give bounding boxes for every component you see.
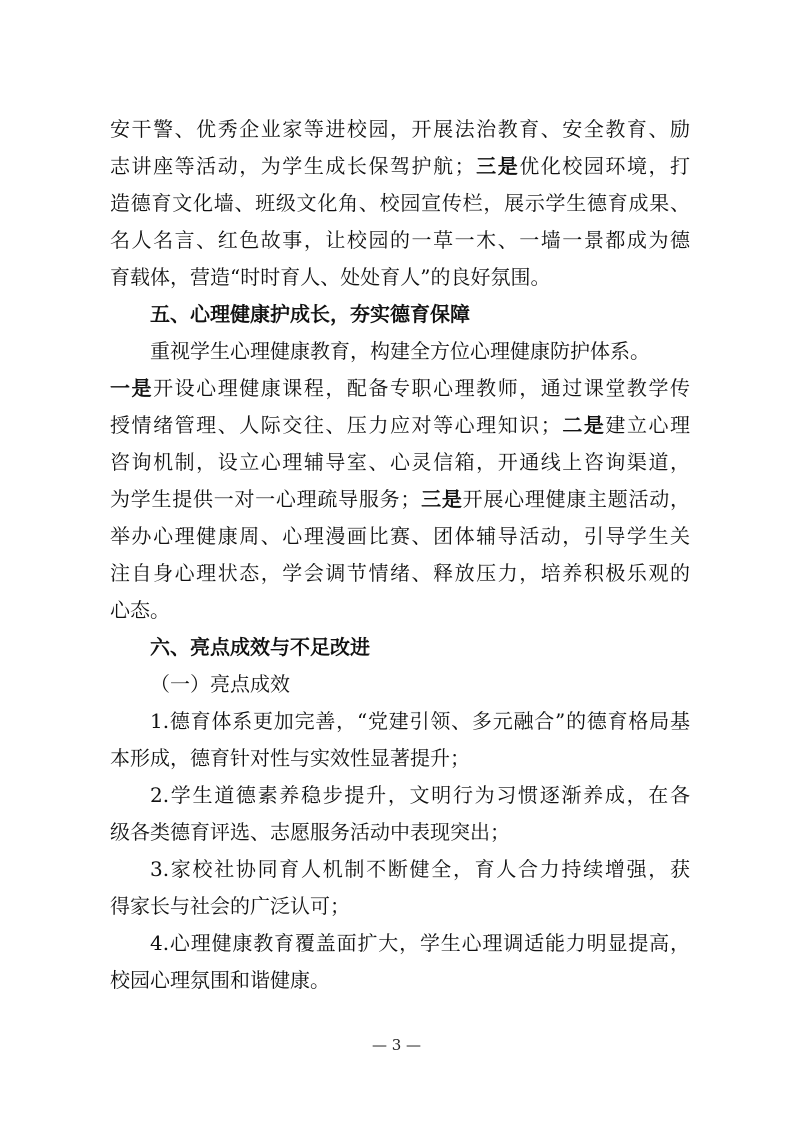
text-run: 建立心理 bbox=[605, 413, 691, 437]
list-item-line bbox=[110, 740, 690, 777]
text-run: 优化校园环境，打 bbox=[519, 154, 691, 178]
text-run: 为学生提供一对一心理疏导服务； bbox=[110, 487, 421, 511]
text-run: 心态。 bbox=[110, 598, 170, 622]
text-run: 授情绪管理、人际交往、压力应对等心理知识； bbox=[110, 413, 561, 437]
text-run: 级各类德育评选、志愿服务活动中表现突出； bbox=[110, 820, 510, 844]
text-run: 开展心理健康主题活动， bbox=[462, 487, 691, 511]
section-heading: 五、心理健康护成长，夯实德育保障 bbox=[150, 302, 470, 326]
paragraph-line bbox=[110, 407, 690, 444]
list-item-line bbox=[110, 925, 690, 962]
list-item-line bbox=[110, 962, 690, 999]
section-heading: 六、亮点成效与不足改进 bbox=[150, 635, 370, 659]
text-run: 2.学生道德素养稳步提升，文明行为习惯逐渐养成，在各 bbox=[150, 783, 690, 807]
list-item-line bbox=[110, 851, 690, 888]
text-run: 育载体，营造“时时育人、处处育人”的良好氛围。 bbox=[110, 265, 551, 289]
paragraph-line bbox=[110, 259, 690, 296]
text-run: 志讲座等活动，为学生成长保驾护航； bbox=[110, 154, 475, 178]
text-run: 重视学生心理健康教育，构建全方位心理健康防护体系。 bbox=[150, 339, 650, 363]
text-run: 咨询机制，设立心理辅导室、心灵信箱，开通线上咨询渠道， bbox=[110, 450, 690, 474]
text-run: 校园心理氛围和谐健康。 bbox=[110, 968, 330, 992]
text-run: 注自身心理状态，学会调节情绪、释放压力，培养积极乐观的 bbox=[110, 561, 690, 585]
text-run: 得家长与社会的广泛认可； bbox=[110, 894, 350, 918]
list-item-line bbox=[110, 703, 690, 740]
text-run: 造德育文化墙、班级文化角、校园宣传栏，展示学生德育成果、 bbox=[110, 191, 690, 215]
emphasis-marker: 二是 bbox=[560, 413, 606, 437]
list-item-line bbox=[110, 777, 690, 814]
paragraph-line bbox=[110, 148, 690, 185]
list-item-line bbox=[110, 814, 690, 851]
text-run: 名人名言、红色故事，让校园的一草一木、一墙一景都成为德 bbox=[110, 228, 690, 252]
text-run: 举办心理健康周、心理漫画比赛、团体辅导活动，引导学生关 bbox=[110, 524, 690, 548]
page-number: — 3 — bbox=[371, 1036, 422, 1054]
emphasis-marker: 一是 bbox=[110, 376, 154, 400]
text-run: 安干警、优秀企业家等进校园，开展法治教育、安全教育、励 bbox=[110, 117, 690, 141]
subsection-heading: （一）亮点成效 bbox=[150, 672, 290, 696]
paragraph-line bbox=[110, 333, 690, 370]
paragraph-line bbox=[110, 444, 690, 481]
paragraph-line bbox=[110, 518, 690, 555]
list-item-line bbox=[110, 888, 690, 925]
emphasis-marker: 三是 bbox=[420, 487, 463, 511]
text-run: 开设心理健康课程，配备专职心理教师，通过课堂教学传 bbox=[153, 376, 691, 400]
document-body bbox=[110, 111, 690, 999]
text-run: 本形成，德育针对性与实效性显著提升； bbox=[110, 746, 470, 770]
text-run: 1.德育体系更加完善，“党建引领、多元融合”的德育格局基 bbox=[150, 709, 690, 733]
text-run: 4.心理健康教育覆盖面扩大，学生心理调适能力明显提高， bbox=[150, 931, 690, 955]
emphasis-marker: 三是 bbox=[474, 154, 520, 178]
paragraph-line bbox=[110, 185, 690, 222]
paragraph-line bbox=[110, 592, 690, 629]
paragraph-line bbox=[110, 222, 690, 259]
paragraph-line bbox=[110, 370, 690, 407]
paragraph-line bbox=[110, 481, 690, 518]
text-run: 3.家校社协同育人机制不断健全，育人合力持续增强，获 bbox=[150, 857, 690, 881]
paragraph-line bbox=[110, 555, 690, 592]
paragraph-line bbox=[110, 111, 690, 148]
